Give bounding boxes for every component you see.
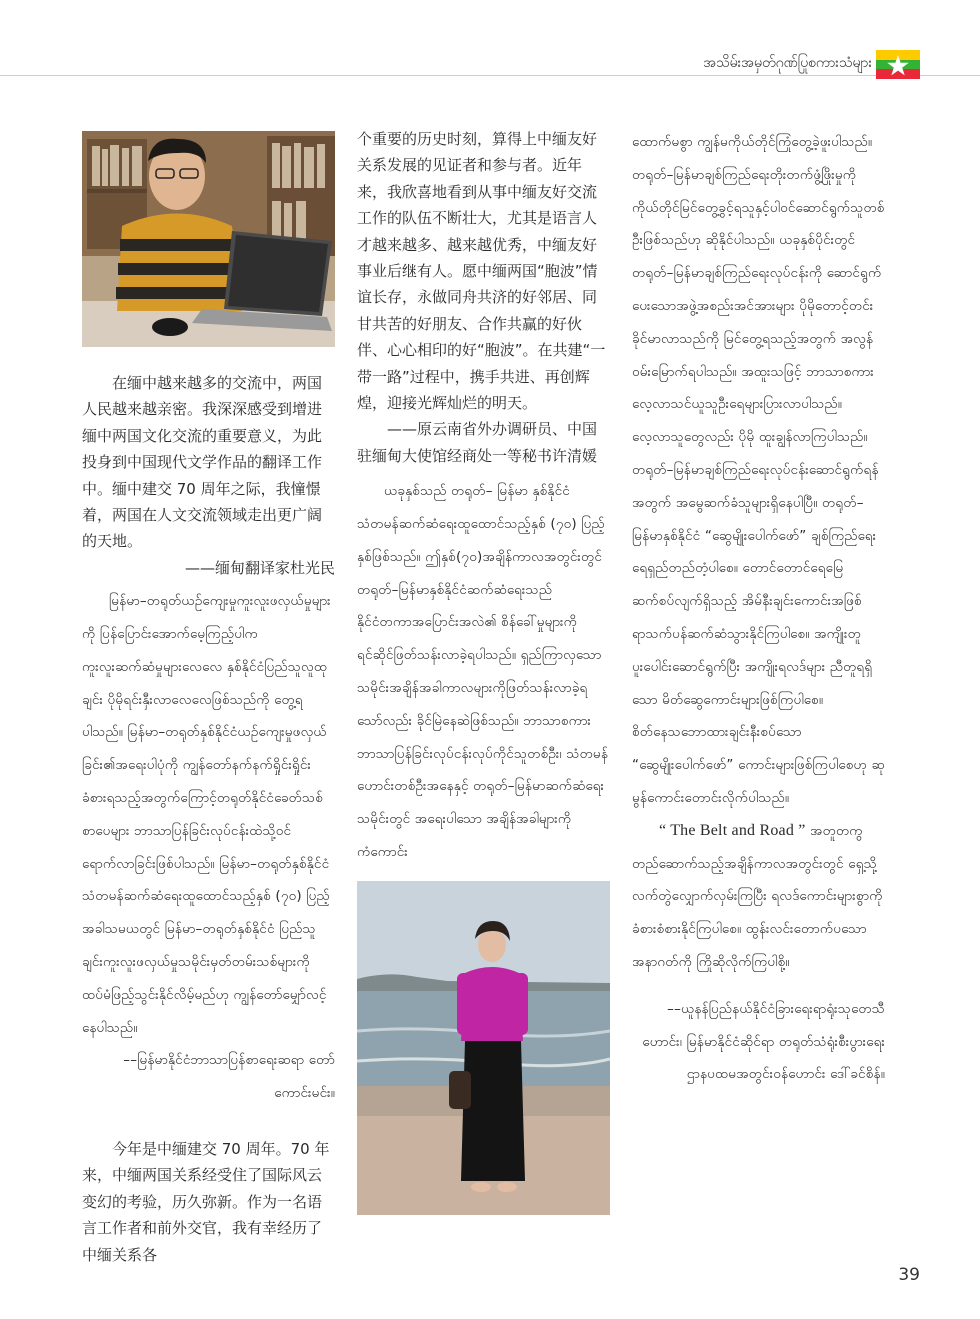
myanmar-flag-icon bbox=[876, 50, 920, 79]
photo-translator-at-laptop bbox=[82, 131, 335, 347]
my-signature: ––ယူနန်ပြည်နယ်နိုင်ငံခြားရေးရာရုံးသုတေသီဟောင်း၊ မြန်မာနိုင်ငံဆိုင်ရာ တရုတ်သံရုံးစီးပွားရေးဌာနပထမအတွင်းဝန်ဟောင်း ဒေါ်ခင်စိန်။ bbox=[642, 1000, 885, 1083]
latin-phrase: “ The Belt and Road ” bbox=[659, 821, 806, 839]
header-rule bbox=[0, 75, 980, 76]
column-1 bbox=[82, 370, 335, 1268]
photo-woman-on-beach bbox=[357, 881, 610, 1215]
page-number: 39 bbox=[898, 1265, 920, 1285]
my-paragraph: မြန်မာ–တရုတ်ယဉ်ကျေးမှုကူးလူးဖလှယ်မှုများကို ပြန်ပြောင်းအောက်မေ့ကြည့်ပါက ကူးလူးဆက်ဆံမှုများလေလေ နှစ်နိုင်ငံပြည်သူလူထုချင်း ပိုမိုရင်းနှီးလာလေလေဖြစ်သည်ကို တွေ့ရပါသည်။ မြန်မာ–တရုတ်နှစ်နိုင်ငံယဉ်ကျေးမှုဖလှယ်ခြင်း၏အရေးပါပုံကို ကျွန်တော်နက်နက်ရှိုင်းရှိုင်းခံစားရသည့်အတွက်ကြောင့်တရုတ်နိုင်ငံခေတ်သစ်စာပေများ ဘာသာပြန်ခြင်းလုပ်ငန်းထဲသို့ဝင်ရောက်လာခြင်းဖြစ်ပါသည်။ မြန်မာ–တရုတ်နှစ်နိုင်ငံ သံတမန်ဆက်ဆံရေးထူထောင်သည့်နှစ် (၇၀) ပြည့်အခါသမယတွင် မြန်မာ–တရုတ်နှစ်နိုင်ငံ ပြည်သူချင်းကူးလူးဖလှယ်မှုသမိုင်းမှတ်တမ်းသစ်များကို ထပ်မံဖြည့်သွင်းနိုင်လိမ့်မည်ဟု ကျွန်တော်မျှော်လင့်နေပါသည်။ bbox=[82, 593, 331, 1036]
running-header-title: အသိမ်းအမှတ်ဂုဏ်ပြုစကားသံများ bbox=[703, 55, 872, 71]
my-paragraph-2 bbox=[632, 815, 885, 979]
my-paragraph: ယခုနှစ်သည် တရုတ်– မြန်မာ နှစ်နိုင်ငံ သံတမန်ဆက်ဆံရေးထူထောင်သည့်နှစ် (၇၀) ပြည့်နှစ်ဖြစ်သည်။ ဤနှစ်(၇၀)အချိန်ကာလအတွင်းတွင် တရုတ်–မြန်မာနှစ်နိုင်ငံဆက်ဆံရေးသည် နိုင်ငံတကာအပြောင်းအလဲ၏ စိန်ခေါ်မှုများကို ရင်ဆိုင်ဖြတ်သန်းလာခဲ့ရပါသည်။ ရှည်ကြာလှသော သမိုင်းအချိန်အခါကာလများကိုဖြတ်သန်းလာခဲ့ရသော်လည်း ခိုင်မြဲနေဆဲဖြစ်သည်။ ဘာသာစကား ဘာသာပြန်ခြင်းလုပ်ငန်းလုပ်ကိုင်သူတစ်ဦး၊ သံတမန်ဟောင်းတစ်ဦးအနေနှင့် တရုတ်–မြန်မာဆက်ဆံရေးသမိုင်းတွင် အရေးပါသော အချိန်အခါများကို ကံကောင်း bbox=[357, 483, 609, 861]
column-2 bbox=[357, 126, 610, 869]
zh-paragraph: 在缅中越来越多的交流中，两国人民越来越亲密。我深深感受到增进缅中两国文化交流的重要意义，为此投身到中国现代文学作品的翻译工作中。缅中建交 70 周年之际，我憧憬着，两国在人文交流领域走出更广阔的天地。 bbox=[82, 374, 323, 551]
my-signature: ––မြန်မာနိုင်ငံဘာသာပြန်စာရေးဆရာ တော်ကောင်းမင်း။ bbox=[123, 1052, 335, 1102]
zh-signature: ——缅甸翻译家杜光民 bbox=[184, 558, 335, 577]
my-paragraph-2-text: အတူတကွတည်ဆောက်သည့်အချိန်ကာလအတွင်းတွင် ရှေ့သို့လက်တွဲလျှောက်လှမ်းကြပြီး ရလဒ်ကောင်းများစွာကို ခံစားစံစားနိုင်ကြပါစေ။ ထွန်းလင်းတောက်ပသော အနာဂတ်ကို ကြိုဆိုလိုက်ကြပါစို့။ bbox=[632, 822, 883, 970]
my-paragraph: ထောက်မစွာ ကျွန်မကိုယ်တိုင်ကြုံတွေ့ခဲ့ဖူးပါသည်။ တရုတ်–မြန်မာချစ်ကြည်ရေးတိုးတက်ဖွံ့ဖြိုးမှုကို ကိုယ်တိုင်မြင်တွေ့ခွင့်ရသူနှင့်ပါဝင်ဆောင်ရွက်သူတစ်ဦးဖြစ်သည်ဟု ဆိုနိုင်ပါသည်။ ယခုနှစ်ပိုင်းတွင် တရုတ်–မြန်မာချစ်ကြည်ရေးလုပ်ငန်းကို ဆောင်ရွက်ပေးသောအဖွဲ့အစည်းအင်အားများ ပိုမိုတောင့်တင်းခိုင်မာလာသည်ကို မြင်တွေ့ရသည့်အတွက် အလွန်ဝမ်းမြောက်ရပါသည်။ အထူးသဖြင့် ဘာသာစကားလေ့လာသင်ယူသူဦးရေများပြားလာပါသည်။ လေ့လာသူတွေလည်း ပိုမို ထူးချွန်လာကြပါသည်။ တရုတ်–မြန်မာချစ်ကြည်ရေးလုပ်ငန်းဆောင်ရွက်ရန်အတွက် အမွေဆက်ခံသူများရှိနေပါပြီ။ တရုတ်–မြန်မာနှစ်နိုင်ငံ “ဆွေမျိုးပေါက်ဖော်” ချစ်ကြည်ရေးရေရှည်တည်တံ့ပါစေ။ တောင်တောင်ရေမြေဆက်စပ်လျက်ရှိသည့် အိမ်နီးချင်းကောင်းအဖြစ် ရာသက်ပန်ဆက်ဆံသွားနိုင်ကြပါစေ။ အကျိုးတူပူးပေါင်းဆောင်ရွက်ပြီး အကျိုးရလဒ်များ ညီတူရရှိသော မိတ်ဆွေကောင်းများဖြစ်ကြပါစေ။ စိတ်နေသဘောထားချင်းနီးစပ်သော “ဆွေမျိုးပေါက်ဖော်” ကောင်းများဖြစ်ကြပါစေဟု ဆုမွန်ကောင်းတောင်းလိုက်ပါသည်။ bbox=[632, 134, 885, 806]
column-3 bbox=[632, 126, 885, 1091]
zh-signature: ——原云南省外办调研员、中国驻缅甸大使馆经商处一等秘书许清媛 bbox=[357, 420, 598, 465]
zh-paragraph-2: 今年是中缅建交 70 周年。70 年来，中缅两国关系经受住了国际风云变幻的考验，历久弥新。作为一名语言工作者和前外交官，我有幸经历了中缅关系各 bbox=[82, 1140, 330, 1264]
zh-paragraph: 个重要的历史时刻，算得上中缅友好关系发展的见证者和参与者。近年来，我欣喜地看到从事中缅友好交流工作的队伍不断壮大，尤其是语言人才越来越多、越来越优秀，中缅友好事业后继有人。愿中缅两国“胞波”情谊长存，永做同舟共济的好邻居、同甘共苦的好朋友、合作共赢的好伙伴、心心相印的好“胞波”。在共建“一带一路”过程中，携手共进、再创辉煌，迎接光辉灿烂的明天。 bbox=[357, 130, 606, 413]
